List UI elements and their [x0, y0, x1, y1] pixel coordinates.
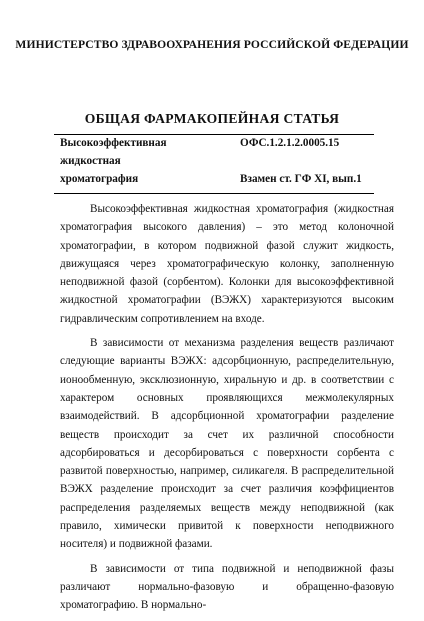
- paragraph-separation-mechanisms: В зависимости от механизма разделения веществ различают следующие варианты ВЭЖХ: адсорбционную, распределительную, ионообменную, эксклюзионную, хиральную и др. в соответствии с характером основных проявляющихся межмолекулярных взаимодействий. В адсорбционной хроматографии разделение веществ происходит за счет их различной способности адсорбироваться и десорбироваться с поверхности сорбента с развитой поверхностью, например, силикагеля. В распределительной ВЭЖХ разделение происходит за счет различия коэффициентов распределения разделяемых веществ между неподвижной (как правило, химически привитой к поверхности неподвижного носителя) и подвижной фазами.: [60, 337, 394, 551]
- monograph-code: ОФС.1.2.1.2.0005.15: [240, 137, 340, 149]
- body-text: [60, 200, 394, 621]
- paragraph-phase-types: В зависимости от типа подвижной и неподвижной фазы различают нормально-фазовую и обращенно-фазовую хроматографию. В нормально-: [60, 562, 394, 612]
- monograph-name-line-1: Высокоэффективная: [60, 137, 167, 149]
- monograph-name-line-2: жидкостная: [60, 155, 121, 167]
- ministry-heading: МИНИСТЕРСТВО ЗДРАВООХРАНЕНИЯ РОССИЙСКОЙ ФЕДЕРАЦИИ: [15, 38, 409, 51]
- article-type-title: ОБЩАЯ ФАРМАКОПЕЙНАЯ СТАТЬЯ: [84, 111, 340, 126]
- header-bottom-rule: [54, 193, 374, 194]
- monograph-name-line-3: хроматография: [60, 173, 139, 185]
- paragraph-definition: Высокоэффективная жидкостная хроматография (жидкостная хроматография высокого давления) – это метод колоночной хроматографии, в котором подвижной фазой служит жидкость, движущаяся через хроматографическую колонку, заполненную неподвижной фазой (сорбентом). Колонки для высокоэффективной жидкостной хроматографии (ВЭЖХ) характеризуются высоким гидравлическим сопротивлением на входе.: [60, 203, 394, 325]
- replaces-note: Взамен ст. ГФ XI, вып.1: [240, 173, 362, 185]
- header-top-rule: [54, 134, 374, 135]
